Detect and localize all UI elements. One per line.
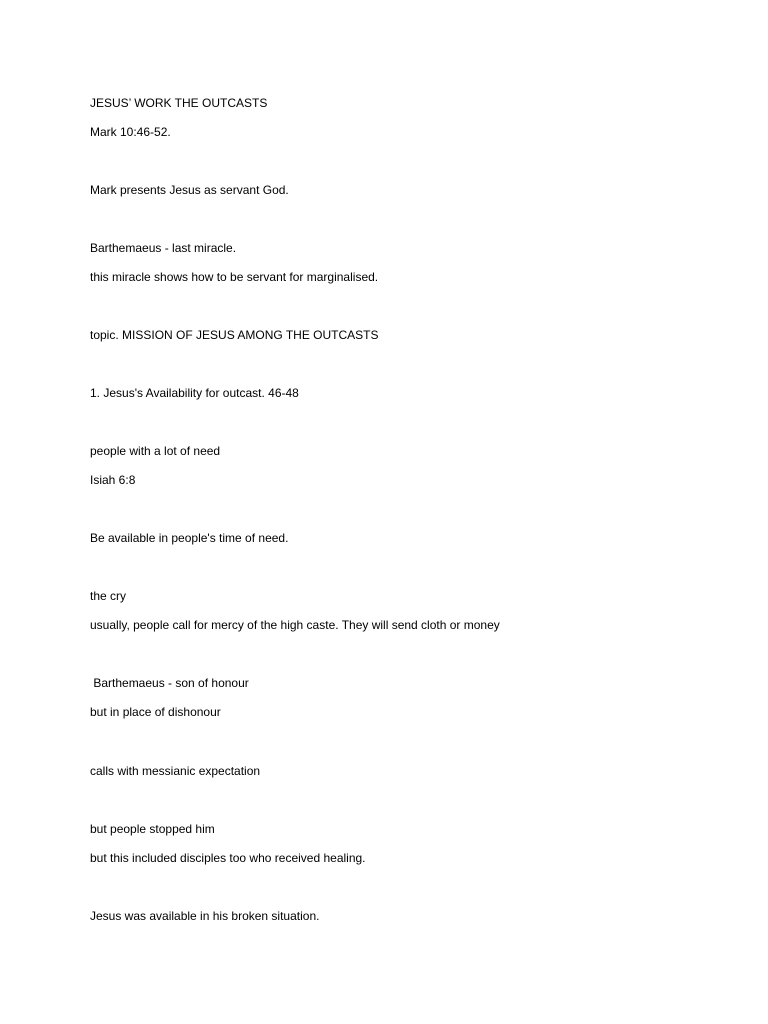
text-line: but in place of dishonour — [90, 705, 221, 719]
text-line: this miracle shows how to be servant for marginalised. — [90, 270, 379, 284]
scripture-reference: Isiah 6:8 — [90, 473, 136, 487]
text-line: people with a lot of need — [90, 444, 221, 458]
text-line: usually, people call for mercy of the high caste. They will send cloth or money — [90, 618, 500, 632]
topic-heading: topic. MISSION OF JESUS AMONG THE OUTCASTS — [90, 328, 379, 342]
text-line: Barthemaeus - son of honour — [90, 676, 249, 690]
text-line: but people stopped him — [90, 822, 215, 836]
text-line: Be available in people's time of need. — [90, 531, 289, 545]
document-title: JESUS’ WORK THE OUTCASTS — [90, 96, 268, 110]
text-line: Jesus was available in his broken situation. — [90, 909, 320, 923]
text-line: Mark presents Jesus as servant God. — [90, 183, 289, 197]
point-heading: 1. Jesus's Availability for outcast. 46-48 — [90, 386, 299, 400]
text-line: Barthemaeus - last miracle. — [90, 241, 237, 255]
scripture-reference: Mark 10:46-52. — [90, 125, 171, 139]
text-line: the cry — [90, 589, 127, 603]
text-line: but this included disciples too who received healing. — [90, 851, 366, 865]
text-line: calls with messianic expectation — [90, 764, 261, 778]
